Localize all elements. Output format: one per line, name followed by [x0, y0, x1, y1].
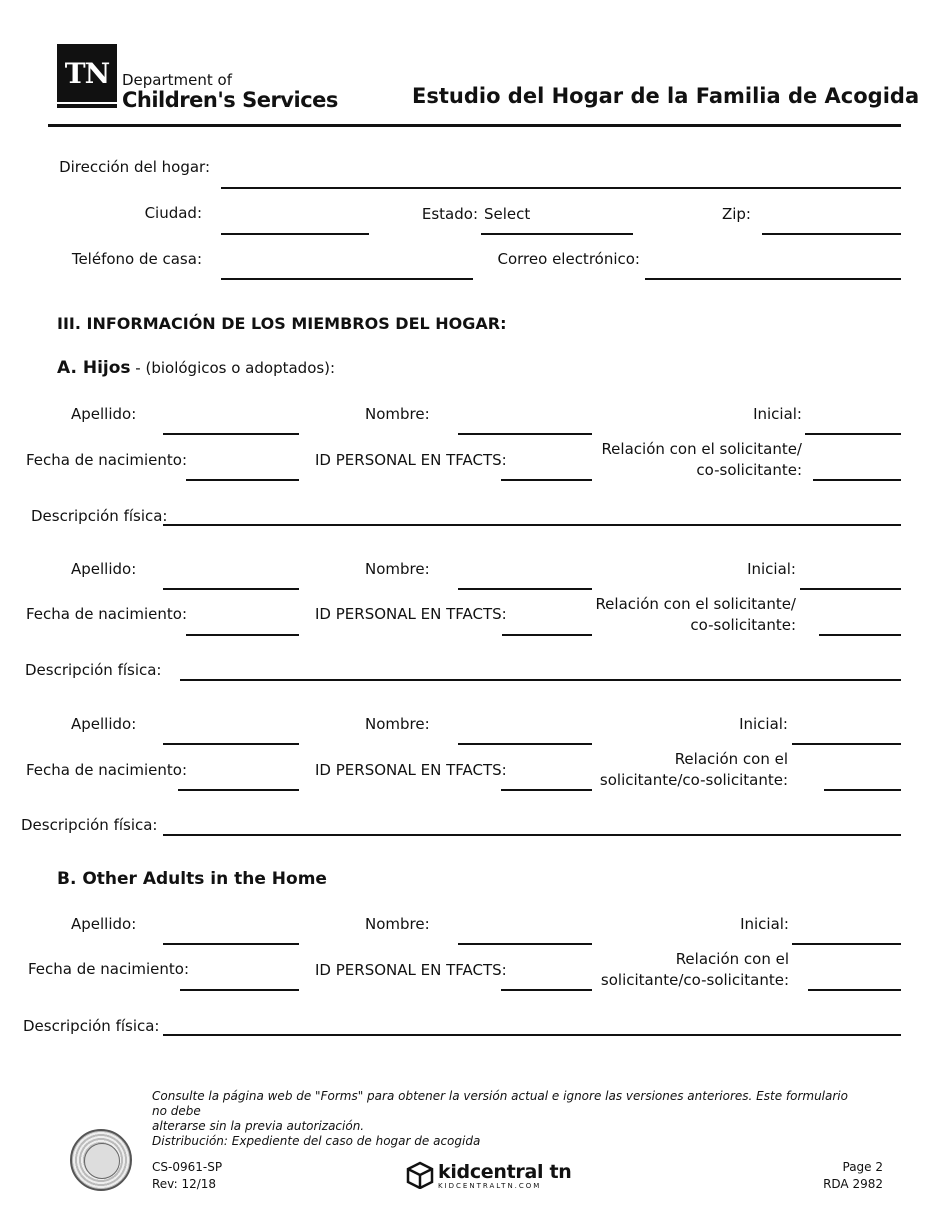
adults-heading: B. Other Adults in the Home [57, 869, 327, 889]
child2-inicial-field[interactable] [800, 588, 901, 590]
adult-nombre-field[interactable] [458, 943, 592, 945]
page-title: Estudio del Hogar de la Familia de Acogida [412, 84, 920, 108]
adult-apellido-field[interactable] [163, 943, 299, 945]
child2-inicial-label: Inicial: [747, 560, 796, 578]
hijos-title: A. Hijos [57, 358, 131, 378]
dept-line-2: Children's Services [122, 88, 338, 112]
child3-relacion-field[interactable] [824, 789, 901, 791]
child1-relacion-label-2: co-solicitante: [696, 461, 802, 479]
estado-select[interactable]: Select [484, 205, 531, 223]
child1-id-label: ID PERSONAL EN TFACTS: [315, 451, 507, 469]
child2-descripcion-label: Descripción física: [25, 661, 162, 679]
page-info-block [823, 1159, 883, 1193]
child2-relacion-label-2: co-solicitante: [690, 616, 796, 634]
direccion-field[interactable] [221, 187, 901, 189]
form-code-block [152, 1159, 222, 1193]
child3-relacion-label-1: Relación con el [674, 750, 788, 768]
child3-inicial-field[interactable] [792, 743, 901, 745]
child1-inicial-label: Inicial: [753, 405, 802, 423]
child1-relacion-label-1: Relación con el solicitante/ [601, 440, 802, 458]
child2-descripcion-field[interactable] [180, 679, 901, 681]
form-rev: Rev: 12/18 [152, 1177, 217, 1191]
child3-descripcion-field[interactable] [163, 834, 901, 836]
header-rule [48, 124, 901, 127]
footer-notice-line-1: Consulte la página web de "Forms" para obtener la versión actual e ignore las versiones anteriores. Este formulario no debe [152, 1089, 848, 1118]
page-number: Page 2 [842, 1160, 883, 1174]
footer-notice-line-3: Distribución: Expediente del caso de hogar de acogida [152, 1134, 481, 1148]
child3-apellido-label: Apellido: [71, 715, 137, 733]
adult-nombre-label: Nombre: [365, 915, 430, 933]
footer-notice-line-2: alterarse sin la previa autorización. [152, 1119, 365, 1133]
telefono-field[interactable] [221, 278, 473, 280]
estado-label: Estado: [421, 205, 478, 223]
hijos-heading [57, 358, 335, 378]
correo-field[interactable] [645, 278, 901, 280]
child1-nombre-label: Nombre: [365, 405, 430, 423]
adult-apellido-label: Apellido: [71, 915, 137, 933]
child2-apellido-label: Apellido: [71, 560, 137, 578]
child2-relacion-field[interactable] [819, 634, 901, 636]
child3-descripcion-label: Descripción física: [21, 816, 158, 834]
rda-code: RDA 2982 [823, 1177, 883, 1191]
estado-field-line [481, 233, 633, 235]
tn-logo-mark [57, 44, 117, 102]
child1-inicial-field[interactable] [805, 433, 901, 435]
zip-label: Zip: [721, 205, 751, 223]
child3-id-field[interactable] [501, 789, 592, 791]
child1-id-field[interactable] [501, 479, 592, 481]
child2-id-field[interactable] [502, 634, 592, 636]
logo-mark-text: TN [64, 56, 110, 90]
ciudad-field[interactable] [221, 233, 369, 235]
child2-fecha-label: Fecha de nacimiento: [26, 605, 188, 623]
child1-nombre-field[interactable] [458, 433, 592, 435]
child3-id-label: ID PERSONAL EN TFACTS: [315, 761, 507, 779]
child3-nombre-field[interactable] [458, 743, 592, 745]
child1-relacion-field[interactable] [813, 479, 901, 481]
adult-relacion-label-1: Relación con el [675, 950, 789, 968]
adult-fecha-label: Fecha de nacimiento: [28, 960, 190, 978]
kidcentral-brand: kidcentral tn [438, 1161, 572, 1183]
adult-descripcion-field[interactable] [163, 1034, 901, 1036]
adult-relacion-label-2: solicitante/co-solicitante: [600, 971, 789, 989]
child2-relacion-label-1: Relación con el solicitante/ [595, 595, 796, 613]
child1-fecha-label: Fecha de nacimiento: [26, 451, 188, 469]
footer-notice [152, 1089, 852, 1149]
child3-relacion-label-2: solicitante/co-solicitante: [599, 771, 788, 789]
logo-underline [57, 104, 117, 108]
child3-fecha-field[interactable] [178, 789, 299, 791]
adult-inicial-label: Inicial: [740, 915, 789, 933]
telefono-label: Teléfono de casa: [71, 250, 202, 268]
child1-apellido-field[interactable] [163, 433, 299, 435]
ciudad-label: Ciudad: [144, 204, 202, 222]
kidcentral-url: KIDCENTRALTN.COM [438, 1182, 542, 1190]
dept-line-1: Department of [122, 71, 232, 89]
adult-inicial-field[interactable] [792, 943, 901, 945]
state-seal-icon [70, 1129, 132, 1191]
child2-fecha-field[interactable] [186, 634, 299, 636]
direccion-label: Dirección del hogar: [59, 158, 210, 176]
hijos-note: - (biológicos o adoptados): [130, 359, 336, 377]
correo-label: Correo electrónico: [497, 250, 640, 268]
child3-nombre-label: Nombre: [365, 715, 430, 733]
adult-relacion-field[interactable] [808, 989, 901, 991]
child2-nombre-field[interactable] [458, 588, 592, 590]
zip-field[interactable] [762, 233, 901, 235]
child3-fecha-label: Fecha de nacimiento: [26, 761, 188, 779]
kidcentral-cube-icon [406, 1161, 434, 1189]
child2-apellido-field[interactable] [163, 588, 299, 590]
adult-descripcion-label: Descripción física: [23, 1017, 160, 1035]
child1-apellido-label: Apellido: [71, 405, 137, 423]
adult-fecha-field[interactable] [180, 989, 299, 991]
child2-id-label: ID PERSONAL EN TFACTS: [315, 605, 507, 623]
child1-fecha-field[interactable] [186, 479, 299, 481]
section-iii-title: III. INFORMACIÓN DE LOS MIEMBROS DEL HOGAR: [57, 314, 507, 333]
child3-apellido-field[interactable] [163, 743, 299, 745]
child3-inicial-label: Inicial: [739, 715, 788, 733]
child1-descripcion-field[interactable] [163, 524, 901, 526]
form-code: CS-0961-SP [152, 1160, 223, 1174]
adult-id-field[interactable] [501, 989, 592, 991]
child2-nombre-label: Nombre: [365, 560, 430, 578]
child1-descripcion-label: Descripción física: [31, 507, 168, 525]
adult-id-label: ID PERSONAL EN TFACTS: [315, 961, 507, 979]
